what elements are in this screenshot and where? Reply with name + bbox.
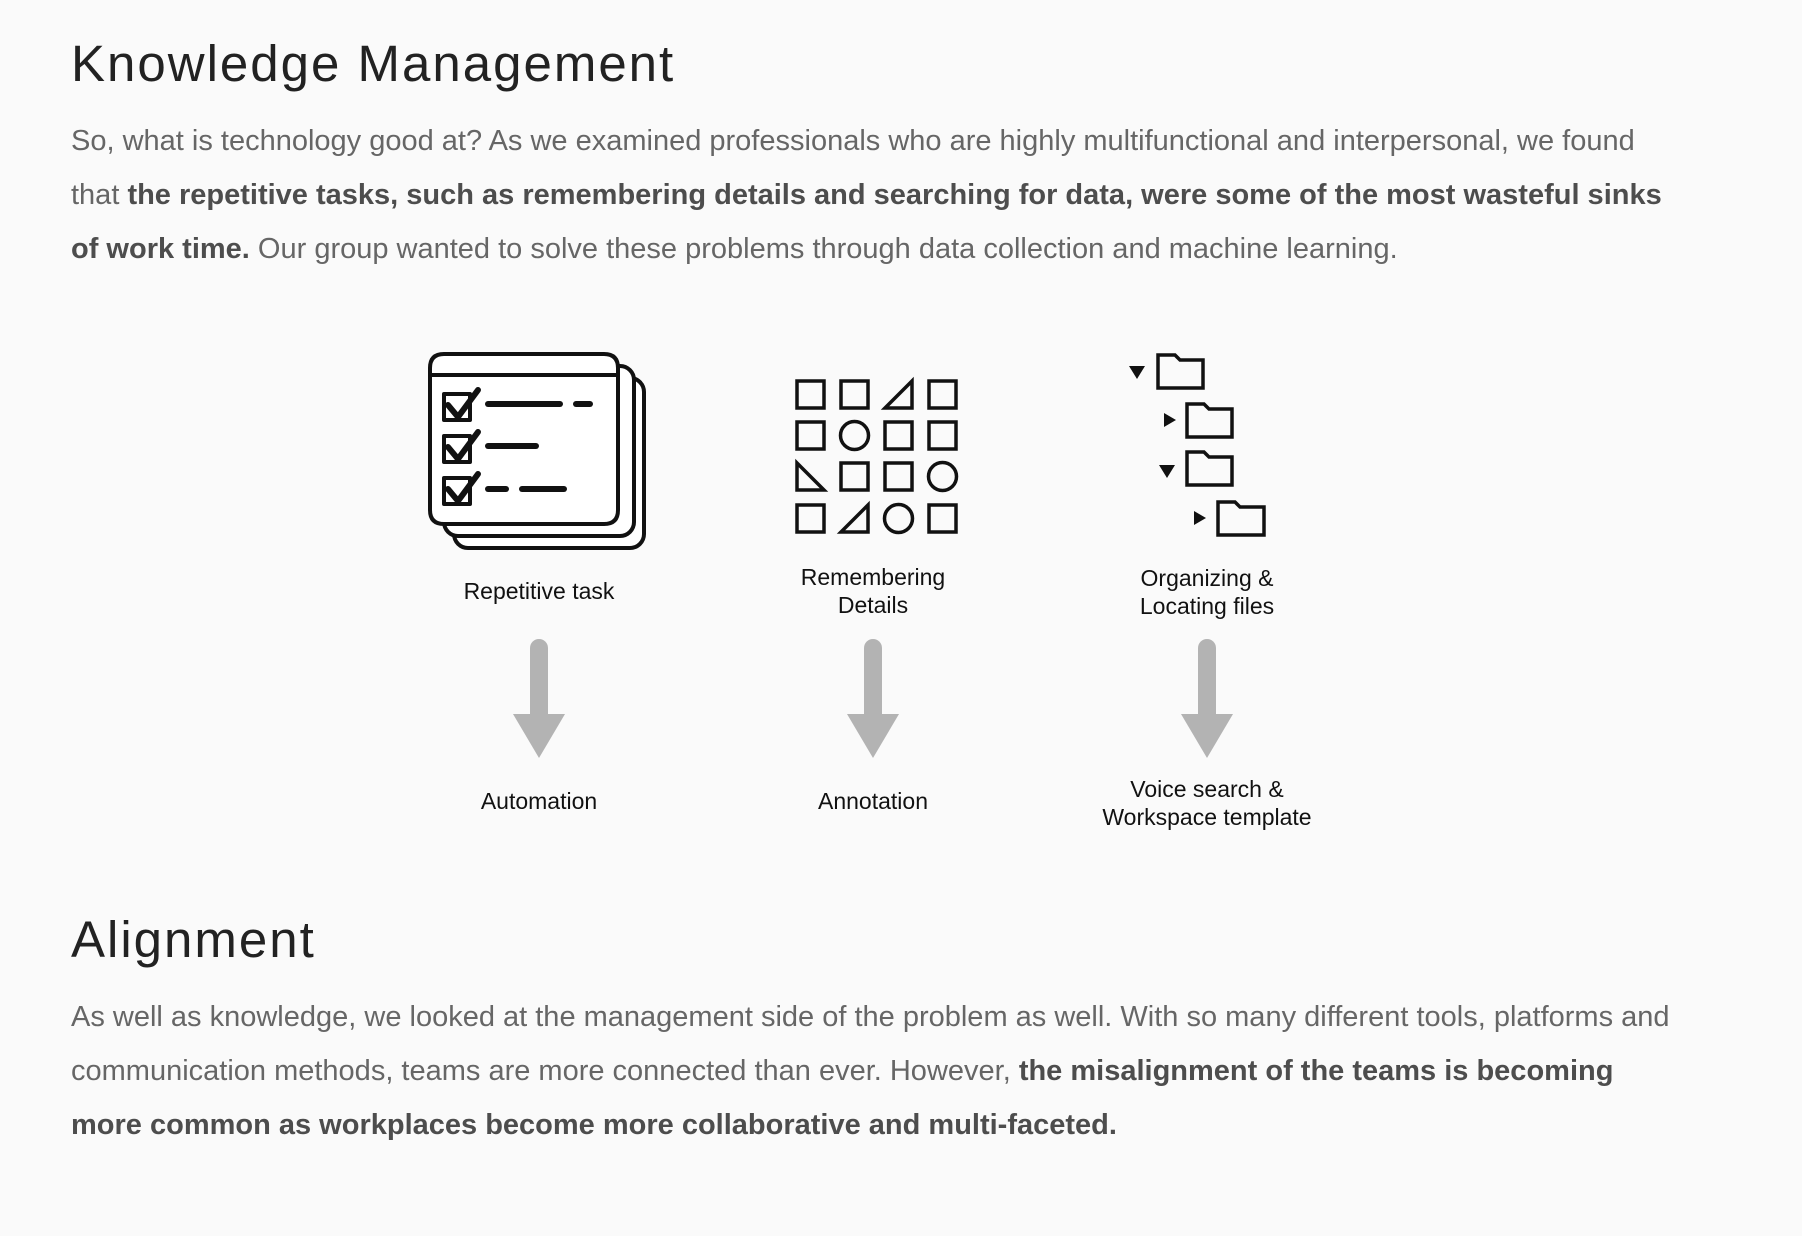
section-title-knowledge-management: Knowledge Management	[71, 35, 676, 92]
arrows-group	[513, 648, 1233, 758]
section-title-alignment: Alignment	[71, 911, 316, 968]
shapes-grid-icon	[797, 381, 957, 533]
solution-label-voice-search: Voice search & Workspace template	[1102, 776, 1312, 830]
alignment-paragraph	[71, 990, 1671, 1152]
problem-label-repetitive-task: Repetitive task	[463, 578, 615, 604]
alignment-paragraph-intro: As well as knowledge, we looked at the management side of the problem as well. With so many different tools, platforms and communication methods, teams are more connected than ever. However,	[71, 1001, 1670, 1087]
arrow-organizing-to-voice-search	[1181, 648, 1233, 758]
folder-tree-icon	[1129, 355, 1264, 535]
checklist-stack-icon	[430, 354, 644, 548]
problem-label-remembering-details: Remembering Details	[800, 564, 946, 618]
solution-label-annotation: Annotation	[818, 788, 928, 814]
knowledge-paragraph-intro: So, what is technology good at? As we examined professionals who are highly multifunctional and interpersonal, we found that	[71, 125, 1635, 211]
solution-label-automation: Automation	[480, 788, 598, 814]
knowledge-paragraph	[71, 114, 1671, 276]
knowledge-paragraph-emphasis: the repetitive tasks, such as remembering details and searching for data, were some of the most wasteful sinks of work time.	[71, 179, 1662, 265]
knowledge-paragraph-outro: Our group wanted to solve these problems through data collection and machine learning.	[249, 233, 1398, 265]
problem-label-organizing-files: Organizing & Locating files	[1139, 565, 1275, 619]
arrow-repetitive-to-automation	[513, 648, 565, 758]
alignment-paragraph-emphasis: the misalignment of the teams is becoming more common as workplaces become more collaborative and multi-faceted.	[71, 1055, 1614, 1141]
arrow-remembering-to-annotation	[847, 648, 899, 758]
